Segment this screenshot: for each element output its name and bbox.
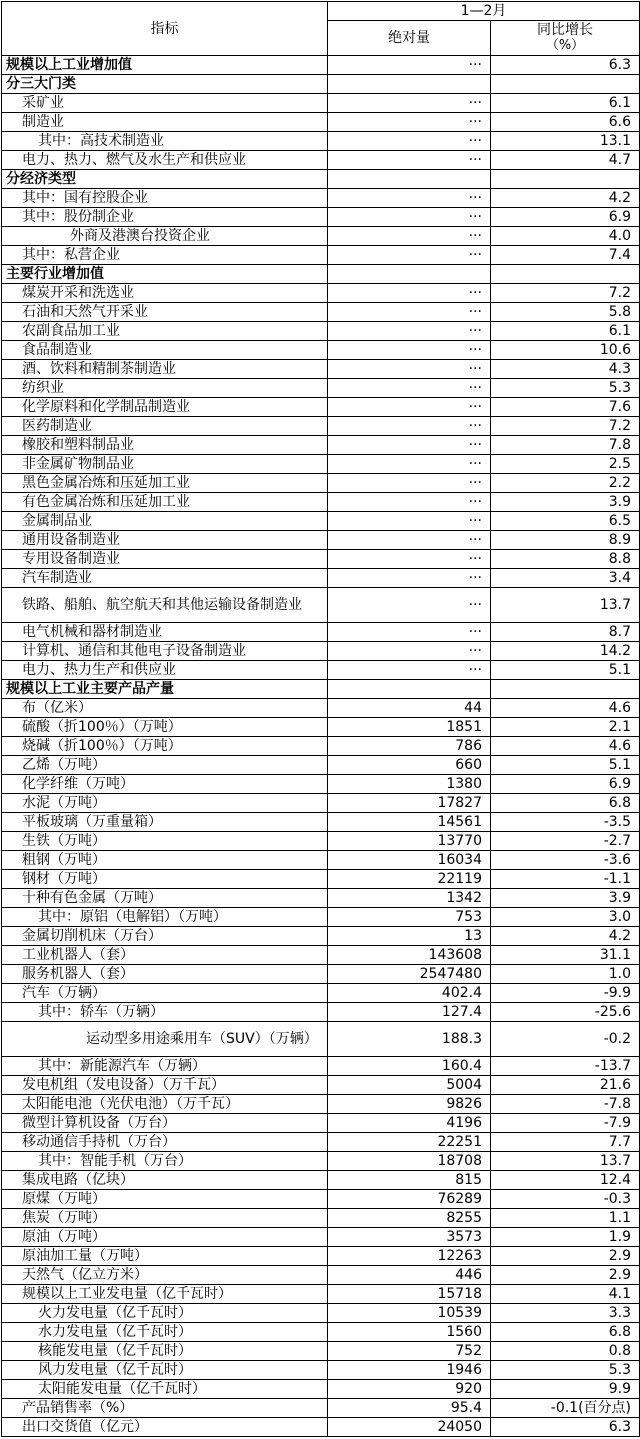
- row-absolute-value: ···: [328, 474, 491, 493]
- table-row: [2, 246, 640, 265]
- row-absolute-value: ···: [328, 246, 491, 265]
- row-label: 汽车制造业: [2, 569, 328, 588]
- table-row: [2, 1057, 640, 1076]
- row-absolute-value: ···: [328, 623, 491, 642]
- row-growth-value: 7.8: [491, 436, 640, 455]
- row-label: 平板玻璃（万重量箱）: [2, 813, 328, 832]
- row-growth-value: 6.5: [491, 512, 640, 531]
- row-growth-value: 2.9: [491, 1266, 640, 1285]
- row-label: 其中：私营企业: [2, 246, 328, 265]
- row-absolute-value: 660: [328, 756, 491, 775]
- row-growth-value: 4.6: [491, 699, 640, 718]
- table-row: [2, 1323, 640, 1342]
- row-absolute-value: ···: [328, 94, 491, 113]
- row-label: 发电机组（发电设备）（万千瓦）: [2, 1076, 328, 1095]
- row-absolute-value: 18708: [328, 1152, 491, 1171]
- row-label: 电气机械和器材制造业: [2, 623, 328, 642]
- row-growth-value: 2.1: [491, 718, 640, 737]
- row-label: 其中：智能手机（万台）: [2, 1152, 328, 1171]
- table-row: [2, 737, 640, 756]
- row-label: 分经济类型: [2, 170, 328, 189]
- row-growth-value: 7.6: [491, 398, 640, 417]
- table-row: [2, 379, 640, 398]
- row-label: 橡胶和塑料制品业: [2, 436, 328, 455]
- header-growth-line1: 同比增长: [537, 22, 593, 38]
- row-absolute-value: 127.4: [328, 1003, 491, 1022]
- row-growth-value: 3.9: [491, 493, 640, 512]
- row-label: 粗钢（万吨）: [2, 851, 328, 870]
- row-label: 硫酸（折100％）（万吨）: [2, 718, 328, 737]
- row-growth-value: -0.3: [491, 1190, 640, 1209]
- row-growth-value: -3.6: [491, 851, 640, 870]
- row-growth-value: [491, 75, 640, 94]
- row-growth-value: 21.6: [491, 1076, 640, 1095]
- row-label: 运动型多用途乘用车（SUV）（万辆）: [2, 1022, 328, 1057]
- table-row: [2, 1399, 640, 1418]
- row-label: 计算机、通信和其他电子设备制造业: [2, 642, 328, 661]
- row-absolute-value: ···: [328, 303, 491, 322]
- row-label: 生铁（万吨）: [2, 832, 328, 851]
- row-growth-value: 6.9: [491, 775, 640, 794]
- row-growth-value: -13.7: [491, 1057, 640, 1076]
- row-absolute-value: 3573: [328, 1228, 491, 1247]
- row-label: 专用设备制造业: [2, 550, 328, 569]
- table-row: [2, 341, 640, 360]
- row-absolute-value: ···: [328, 56, 491, 75]
- row-growth-value: 3.0: [491, 908, 640, 927]
- table-row: [2, 832, 640, 851]
- row-absolute-value: 24050: [328, 1418, 491, 1437]
- row-growth-value: -7.9: [491, 1114, 640, 1133]
- row-absolute-value: 76289: [328, 1190, 491, 1209]
- header-indicator: 指标: [2, 2, 328, 56]
- row-label: 乙烯（万吨）: [2, 756, 328, 775]
- row-label: 移动通信手持机（万台）: [2, 1133, 328, 1152]
- row-growth-value: 7.2: [491, 417, 640, 436]
- row-label: 其中：原铝（电解铝）（万吨）: [2, 908, 328, 927]
- row-label: 规模以上工业发电量（亿千瓦时）: [2, 1285, 328, 1304]
- row-label: 制造业: [2, 113, 328, 132]
- row-label: 金属制品业: [2, 512, 328, 531]
- row-growth-value: 12.4: [491, 1171, 640, 1190]
- row-label: 食品制造业: [2, 341, 328, 360]
- row-label: 烧碱（折100％）（万吨）: [2, 737, 328, 756]
- row-absolute-value: ···: [328, 661, 491, 680]
- row-growth-value: 4.2: [491, 927, 640, 946]
- row-growth-value: -9.9: [491, 984, 640, 1003]
- row-label: 电力、热力生产和供应业: [2, 661, 328, 680]
- row-absolute-value: ···: [328, 113, 491, 132]
- header-growth-line2: （%）: [545, 38, 585, 53]
- row-absolute-value: 402.4: [328, 984, 491, 1003]
- row-growth-value: 13.7: [491, 1152, 640, 1171]
- row-growth-value: 3.4: [491, 569, 640, 588]
- row-growth-value: 5.1: [491, 661, 640, 680]
- row-absolute-value: ···: [328, 208, 491, 227]
- table-row: [2, 908, 640, 927]
- row-label: 十种有色金属（万吨）: [2, 889, 328, 908]
- row-absolute-value: ···: [328, 379, 491, 398]
- row-growth-value: 3.9: [491, 889, 640, 908]
- row-label: 规模以上工业主要产品产量: [2, 680, 328, 699]
- row-absolute-value: ···: [328, 531, 491, 550]
- table-row: [2, 775, 640, 794]
- table-row: [2, 642, 640, 661]
- table-row: [2, 113, 640, 132]
- table-row: [2, 813, 640, 832]
- header-period: 1—2月: [328, 2, 640, 21]
- row-label: 铁路、船舶、航空航天和其他运输设备制造业: [2, 588, 328, 623]
- table-row: [2, 1285, 640, 1304]
- row-label: 黑色金属冶炼和压延加工业: [2, 474, 328, 493]
- row-absolute-value: 44: [328, 699, 491, 718]
- table-row: [2, 1342, 640, 1361]
- table-row: [2, 1003, 640, 1022]
- row-absolute-value: 15718: [328, 1285, 491, 1304]
- row-absolute-value: 13770: [328, 832, 491, 851]
- row-absolute-value: 160.4: [328, 1057, 491, 1076]
- row-absolute-value: [328, 75, 491, 94]
- row-absolute-value: 8255: [328, 1209, 491, 1228]
- table-row: [2, 569, 640, 588]
- row-label: 通用设备制造业: [2, 531, 328, 550]
- table-row: [2, 417, 640, 436]
- row-label: 汽车（万辆）: [2, 984, 328, 1003]
- row-absolute-value: 1946: [328, 1361, 491, 1380]
- row-growth-value: 1.9: [491, 1228, 640, 1247]
- row-absolute-value: 4196: [328, 1114, 491, 1133]
- row-growth-value: 6.1: [491, 322, 640, 341]
- row-absolute-value: 920: [328, 1380, 491, 1399]
- row-growth-value: 1.1: [491, 1209, 640, 1228]
- table-row: [2, 1114, 640, 1133]
- row-label: 其中：新能源汽车（万辆）: [2, 1057, 328, 1076]
- row-growth-value: 2.9: [491, 1247, 640, 1266]
- table-row: [2, 1247, 640, 1266]
- table-row: [2, 1095, 640, 1114]
- table-row: [2, 984, 640, 1003]
- row-absolute-value: ···: [328, 436, 491, 455]
- row-growth-value: 6.9: [491, 208, 640, 227]
- table-row: [2, 851, 640, 870]
- row-label: 风力发电量（亿千瓦时）: [2, 1361, 328, 1380]
- row-growth-value: [491, 680, 640, 699]
- row-label: 分三大门类: [2, 75, 328, 94]
- row-absolute-value: ···: [328, 512, 491, 531]
- table-row: [2, 946, 640, 965]
- row-absolute-value: ···: [328, 322, 491, 341]
- row-growth-value: 4.6: [491, 737, 640, 756]
- row-growth-value: [491, 265, 640, 284]
- row-absolute-value: 1560: [328, 1323, 491, 1342]
- row-label: 酒、饮料和精制茶制造业: [2, 360, 328, 379]
- row-label: 产品销售率（%）: [2, 1399, 328, 1418]
- row-growth-value: 7.4: [491, 246, 640, 265]
- table-row: [2, 189, 640, 208]
- row-label: 外商及港澳台投资企业: [2, 227, 328, 246]
- row-label: 水泥（万吨）: [2, 794, 328, 813]
- table-row: [2, 132, 640, 151]
- row-label: 核能发电量（亿千瓦时）: [2, 1342, 328, 1361]
- row-label: 采矿业: [2, 94, 328, 113]
- row-growth-value: 9.9: [491, 1380, 640, 1399]
- table-row: [2, 756, 640, 775]
- table-row: [2, 75, 640, 94]
- row-label: 纺织业: [2, 379, 328, 398]
- row-absolute-value: [328, 170, 491, 189]
- row-absolute-value: ···: [328, 227, 491, 246]
- row-label: 焦炭（万吨）: [2, 1209, 328, 1228]
- table-row: [2, 512, 640, 531]
- row-growth-value: -1.1: [491, 870, 640, 889]
- row-label: 原油加工量（万吨）: [2, 1247, 328, 1266]
- table-row: [2, 531, 640, 550]
- table-row: [2, 1228, 640, 1247]
- table-row: [2, 794, 640, 813]
- row-label: 太阳能电池（光伏电池）（万千瓦）: [2, 1095, 328, 1114]
- table-row: [2, 588, 640, 623]
- table-row: [2, 1171, 640, 1190]
- table-row: [2, 227, 640, 246]
- row-absolute-value: 1851: [328, 718, 491, 737]
- row-label: 金属切削机床（万台）: [2, 927, 328, 946]
- row-growth-value: 6.3: [491, 1418, 640, 1437]
- row-label: 非金属矿物制品业: [2, 455, 328, 474]
- row-absolute-value: 22119: [328, 870, 491, 889]
- row-growth-value: 4.1: [491, 1285, 640, 1304]
- table-row: [2, 889, 640, 908]
- table-row: [2, 1209, 640, 1228]
- row-absolute-value: ···: [328, 189, 491, 208]
- row-absolute-value: 13: [328, 927, 491, 946]
- row-absolute-value: ···: [328, 398, 491, 417]
- row-label: 化学原料和化学制品制造业: [2, 398, 328, 417]
- row-absolute-value: ···: [328, 642, 491, 661]
- row-label: 集成电路（亿块）: [2, 1171, 328, 1190]
- table-row: [2, 661, 640, 680]
- row-absolute-value: 17827: [328, 794, 491, 813]
- table-row: [2, 870, 640, 889]
- row-label: 钢材（万吨）: [2, 870, 328, 889]
- row-growth-value: 6.1: [491, 94, 640, 113]
- row-growth-value: 7.2: [491, 284, 640, 303]
- row-label: 其中：高技术制造业: [2, 132, 328, 151]
- row-absolute-value: ···: [328, 588, 491, 623]
- row-absolute-value: 95.4: [328, 1399, 491, 1418]
- row-growth-value: 14.2: [491, 642, 640, 661]
- row-label: 医药制造业: [2, 417, 328, 436]
- row-absolute-value: ···: [328, 493, 491, 512]
- row-absolute-value: ···: [328, 569, 491, 588]
- row-absolute-value: 1380: [328, 775, 491, 794]
- table-row: [2, 56, 640, 75]
- row-label: 其中：国有控股企业: [2, 189, 328, 208]
- row-absolute-value: [328, 680, 491, 699]
- row-label: 原煤（万吨）: [2, 1190, 328, 1209]
- row-growth-value: -2.7: [491, 832, 640, 851]
- table-row: [2, 455, 640, 474]
- table-row: [2, 1152, 640, 1171]
- row-growth-value: 6.3: [491, 56, 640, 75]
- row-absolute-value: 12263: [328, 1247, 491, 1266]
- row-growth-value: 6.8: [491, 1323, 640, 1342]
- table-row: [2, 265, 640, 284]
- table-row: [2, 699, 640, 718]
- table-row: [2, 360, 640, 379]
- table-row: [2, 170, 640, 189]
- row-label: 布（亿米）: [2, 699, 328, 718]
- row-absolute-value: 753: [328, 908, 491, 927]
- row-growth-value: [491, 170, 640, 189]
- row-absolute-value: 10539: [328, 1304, 491, 1323]
- row-label: 有色金属冶炼和压延加工业: [2, 493, 328, 512]
- row-growth-value: 6.6: [491, 113, 640, 132]
- row-label: 其中：股份制企业: [2, 208, 328, 227]
- row-growth-value: 2.2: [491, 474, 640, 493]
- row-absolute-value: [328, 265, 491, 284]
- row-label: 其中：轿车（万辆）: [2, 1003, 328, 1022]
- row-absolute-value: 786: [328, 737, 491, 756]
- row-label: 农副食品加工业: [2, 322, 328, 341]
- row-absolute-value: ···: [328, 360, 491, 379]
- table-row: [2, 550, 640, 569]
- row-label: 化学纤维（万吨）: [2, 775, 328, 794]
- row-label: 原油（万吨）: [2, 1228, 328, 1247]
- row-growth-value: 3.3: [491, 1304, 640, 1323]
- row-label: 火力发电量（亿千瓦时）: [2, 1304, 328, 1323]
- row-label: 天然气（亿立方米）: [2, 1266, 328, 1285]
- row-growth-value: 8.9: [491, 531, 640, 550]
- row-label: 石油和天然气开采业: [2, 303, 328, 322]
- table-row: [2, 1133, 640, 1152]
- table-row: [2, 1022, 640, 1057]
- table-row: [2, 208, 640, 227]
- row-growth-value: -0.2: [491, 1022, 640, 1057]
- row-absolute-value: 5004: [328, 1076, 491, 1095]
- row-growth-value: 13.7: [491, 588, 640, 623]
- row-label: 规模以上工业增加值: [2, 56, 328, 75]
- row-growth-value: 5.3: [491, 1361, 640, 1380]
- row-absolute-value: ···: [328, 550, 491, 569]
- table-row: [2, 398, 640, 417]
- row-absolute-value: 752: [328, 1342, 491, 1361]
- row-label: 电力、热力、燃气及水生产和供应业: [2, 151, 328, 170]
- industrial-stats-table: [1, 1, 640, 1437]
- row-growth-value: 10.6: [491, 341, 640, 360]
- row-label: 煤炭开采和洗选业: [2, 284, 328, 303]
- row-growth-value: -3.5: [491, 813, 640, 832]
- row-absolute-value: 22251: [328, 1133, 491, 1152]
- row-growth-value: 5.8: [491, 303, 640, 322]
- row-absolute-value: 16034: [328, 851, 491, 870]
- row-growth-value: 4.7: [491, 151, 640, 170]
- row-absolute-value: ···: [328, 284, 491, 303]
- row-absolute-value: 815: [328, 1171, 491, 1190]
- row-absolute-value: ···: [328, 151, 491, 170]
- table-row: [2, 1266, 640, 1285]
- row-label: 工业机器人（套）: [2, 946, 328, 965]
- row-label: 出口交货值（亿元）: [2, 1418, 328, 1437]
- table-row: [2, 303, 640, 322]
- row-growth-value: 0.8: [491, 1342, 640, 1361]
- row-label: 微型计算机设备（万台）: [2, 1114, 328, 1133]
- row-absolute-value: 188.3: [328, 1022, 491, 1057]
- row-absolute-value: 9826: [328, 1095, 491, 1114]
- row-absolute-value: ···: [328, 417, 491, 436]
- header-growth: [491, 21, 640, 56]
- table-row: [2, 284, 640, 303]
- table-row: [2, 1361, 640, 1380]
- row-absolute-value: 446: [328, 1266, 491, 1285]
- row-growth-value: 31.1: [491, 946, 640, 965]
- row-growth-value: 6.8: [491, 794, 640, 813]
- row-growth-value: 7.7: [491, 1133, 640, 1152]
- row-absolute-value: ···: [328, 455, 491, 474]
- table-row: [2, 474, 640, 493]
- table-row: [2, 1380, 640, 1399]
- row-growth-value: 2.5: [491, 455, 640, 474]
- table-row: [2, 965, 640, 984]
- table-row: [2, 1418, 640, 1437]
- table-row: [2, 436, 640, 455]
- row-growth-value: -7.8: [491, 1095, 640, 1114]
- row-growth-value: 1.0: [491, 965, 640, 984]
- table-row: [2, 623, 640, 642]
- row-growth-value: 4.0: [491, 227, 640, 246]
- table-row: [2, 151, 640, 170]
- row-absolute-value: ···: [328, 341, 491, 360]
- row-growth-value: 4.3: [491, 360, 640, 379]
- row-absolute-value: 14561: [328, 813, 491, 832]
- table-row: [2, 322, 640, 341]
- row-absolute-value: 143608: [328, 946, 491, 965]
- row-growth-value: -25.6: [491, 1003, 640, 1022]
- table-row: [2, 94, 640, 113]
- table-row: [2, 927, 640, 946]
- table-body: [2, 56, 640, 1437]
- table-row: [2, 493, 640, 512]
- header-absolute: 绝对量: [328, 21, 491, 56]
- row-label: 主要行业增加值: [2, 265, 328, 284]
- table-row: [2, 680, 640, 699]
- row-growth-value: 5.3: [491, 379, 640, 398]
- row-label: 太阳能发电量（亿千瓦时）: [2, 1380, 328, 1399]
- row-growth-value: -0.1(百分点): [491, 1399, 640, 1418]
- row-label: 服务机器人（套）: [2, 965, 328, 984]
- table-row: [2, 1304, 640, 1323]
- table-row: [2, 1190, 640, 1209]
- table-row: [2, 1076, 640, 1095]
- row-absolute-value: ···: [328, 132, 491, 151]
- row-absolute-value: 1342: [328, 889, 491, 908]
- row-growth-value: 5.1: [491, 756, 640, 775]
- row-growth-value: 8.7: [491, 623, 640, 642]
- row-growth-value: 8.8: [491, 550, 640, 569]
- row-growth-value: 4.2: [491, 189, 640, 208]
- row-growth-value: 13.1: [491, 132, 640, 151]
- row-absolute-value: 2547480: [328, 965, 491, 984]
- row-label: 水力发电量（亿千瓦时）: [2, 1323, 328, 1342]
- table-row: [2, 718, 640, 737]
